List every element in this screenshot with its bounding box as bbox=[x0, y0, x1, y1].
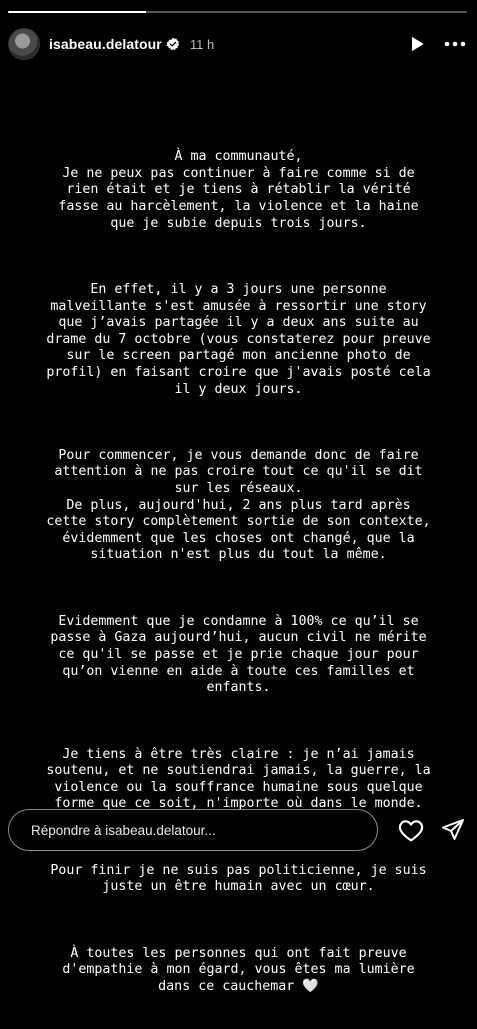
story-footer bbox=[8, 808, 467, 852]
story-progress-fill bbox=[8, 11, 146, 13]
username[interactable]: isabeau.delatour bbox=[49, 36, 162, 52]
story-progress-bar bbox=[8, 11, 467, 13]
play-icon[interactable] bbox=[405, 32, 429, 56]
story-header bbox=[8, 26, 467, 62]
story-paragraph: À ma communauté, Je ne peux pas continuer à faire comme si de rien était et je tiens à rétablir la vérité fasse au harcèlement, la violence et la haine que je subie depuis trois jours. bbox=[58, 149, 419, 231]
story-paragraph: Evidemment que je condamne à 100% ce qu’il se passe à Gaza aujourd’hui, aucun civil ne mérite ce qu'il se passe et je prie chaque jour pour qu’on vienne en aide à toute ces familles et enfants. bbox=[50, 613, 427, 696]
post-time: 11 h bbox=[189, 36, 215, 52]
story-paragraph: En effet, il y a 3 jours une personne malveillante s'est amusée à ressortir une story que j’avais partagée il y a deux ans suite au drame du 7 octobre (vous constaterez pour preuve sur le screen partagé mon ancienne photo de profil) en faisant croire que j'avais posté cela il y deux jours. bbox=[46, 281, 431, 397]
reply-input[interactable] bbox=[29, 822, 363, 839]
heart-icon[interactable] bbox=[397, 816, 425, 844]
reply-box[interactable] bbox=[8, 809, 378, 851]
avatar[interactable] bbox=[8, 28, 40, 60]
story-paragraph: À toutes les personnes qui ont fait preuve d'empathie à mon égard, vous êtes ma lumière dans ce cauchemar 🤍 bbox=[62, 945, 415, 994]
more-icon[interactable] bbox=[443, 32, 467, 56]
story-paragraph: Pour finir je ne suis pas politicienne, je suis juste un être humain avec un cœur. bbox=[50, 862, 427, 895]
story-text bbox=[18, 116, 459, 1029]
verified-badge-icon bbox=[166, 37, 180, 51]
story-paragraph: Je tiens à être très claire : je n’ai jamais soutenu, et ne soutiendrai jamais, la guerre, la violence ou la souffrance humaine sous quelque forme que ce soit, n'importe où dans le monde. bbox=[46, 746, 431, 812]
story-paragraph: Pour commencer, je vous demande donc de faire attention à ne pas croire tout ce qu'il se dit sur les réseaux. De plus, aujourd'hui, 2 ans plus tard après cette story complètement sortie de son contexte, évidemment que les choses ont changé, que la situation n'est plus du tout la même. bbox=[46, 447, 431, 563]
send-icon[interactable] bbox=[439, 816, 467, 844]
